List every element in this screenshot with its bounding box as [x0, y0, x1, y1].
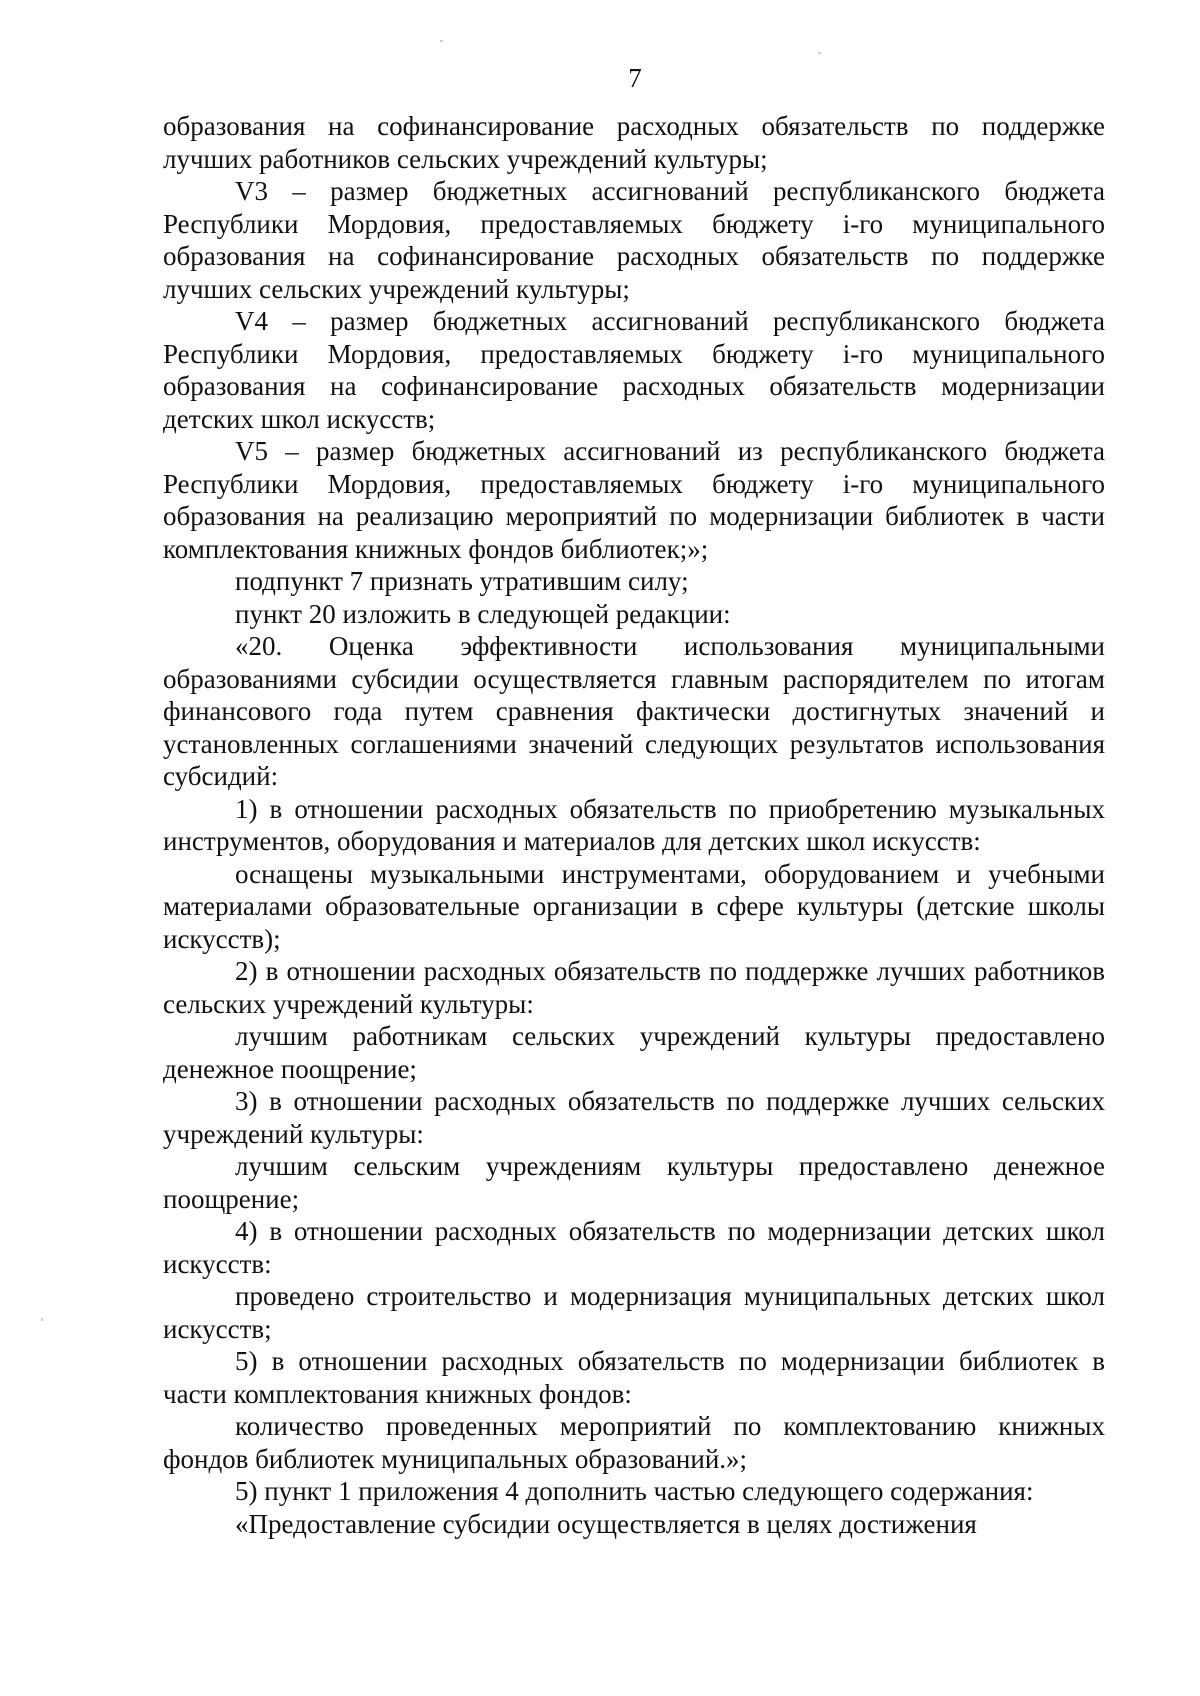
- paragraph: «20. Оценка эффективности использования муниципальными образованиями субсидии осуществляется главным распорядителем по итогам финансового года путем сравнения фактически достигнутых значений и установленных соглашениями значений следующих результатов использования субсидий:: [163, 631, 1105, 791]
- paragraph: лучшим сельским учреждениям культуры предоставлено денежное поощрение;: [163, 1151, 1105, 1214]
- paragraph: 5) в отношении расходных обязательств по модернизации библиотек в части комплектования книжных фондов:: [163, 1346, 1105, 1409]
- paragraph: 3) в отношении расходных обязательств по поддержке лучших сельских учреждений культуры:: [163, 1086, 1105, 1149]
- paragraph: количество проведенных мероприятий по комплектованию книжных фондов библиотек муниципальных образований.»;: [163, 1411, 1105, 1474]
- document-body: [163, 110, 1105, 1540]
- paragraph: 5) пункт 1 приложения 4 дополнить частью следующего содержания:: [235, 1476, 1034, 1506]
- paragraph: 1) в отношении расходных обязательств по приобретению музыкальных инструментов, оборудования и материалов для детских школ искусств:: [163, 793, 1105, 856]
- page-number: 7: [628, 63, 642, 93]
- scan-speck: [41, 1318, 43, 1321]
- paragraph: лучшим работникам сельских учреждений культуры предоставлено денежное поощрение;: [163, 1021, 1105, 1084]
- scan-speck: [818, 52, 821, 54]
- paragraph: оснащены музыкальными инструментами, оборудованием и учебными материалами образовательные организации в сфере культуры (детские школы искусств);: [163, 858, 1105, 954]
- paragraph: «Предоставление субсидии осуществляется в целях достижения: [235, 1508, 977, 1539]
- paragraph: 4) в отношении расходных обязательств по модернизации детских школ искусств:: [163, 1216, 1105, 1279]
- paragraph: пункт 20 изложить в следующей редакции:: [235, 598, 731, 629]
- paragraph: V3 – размер бюджетных ассигнований республиканского бюджета Республики Мордовия, предоставляемых бюджету i-го муниципального образования на софинансирование расходных обязательств по поддержке лучших сельских учреждений культуры;: [163, 176, 1105, 304]
- paragraph: V5 – размер бюджетных ассигнований из республиканского бюджета Республики Мордовия, предоставляемых бюджету i-го муниципального образования на реализацию мероприятий по модернизации библиотек в части комплектования книжных фондов библиотек;»;: [163, 436, 1105, 564]
- paragraph: 2) в отношении расходных обязательств по поддержке лучших работников сельских учреждений культуры:: [163, 956, 1105, 1019]
- paragraph: образования на софинансирование расходных обязательств по поддержке лучших работников сельских учреждений культуры;: [163, 111, 1105, 174]
- paragraph: подпункт 7 признать утратившим силу;: [235, 566, 689, 596]
- scan-speck: [440, 40, 443, 42]
- paragraph: V4 – размер бюджетных ассигнований республиканского бюджета Республики Мордовия, предоставляемых бюджету i-го муниципального образования на софинансирование расходных обязательств модернизации детских школ искусств;: [163, 306, 1105, 434]
- paragraph: проведено строительство и модернизация муниципальных детских школ искусств;: [163, 1281, 1105, 1344]
